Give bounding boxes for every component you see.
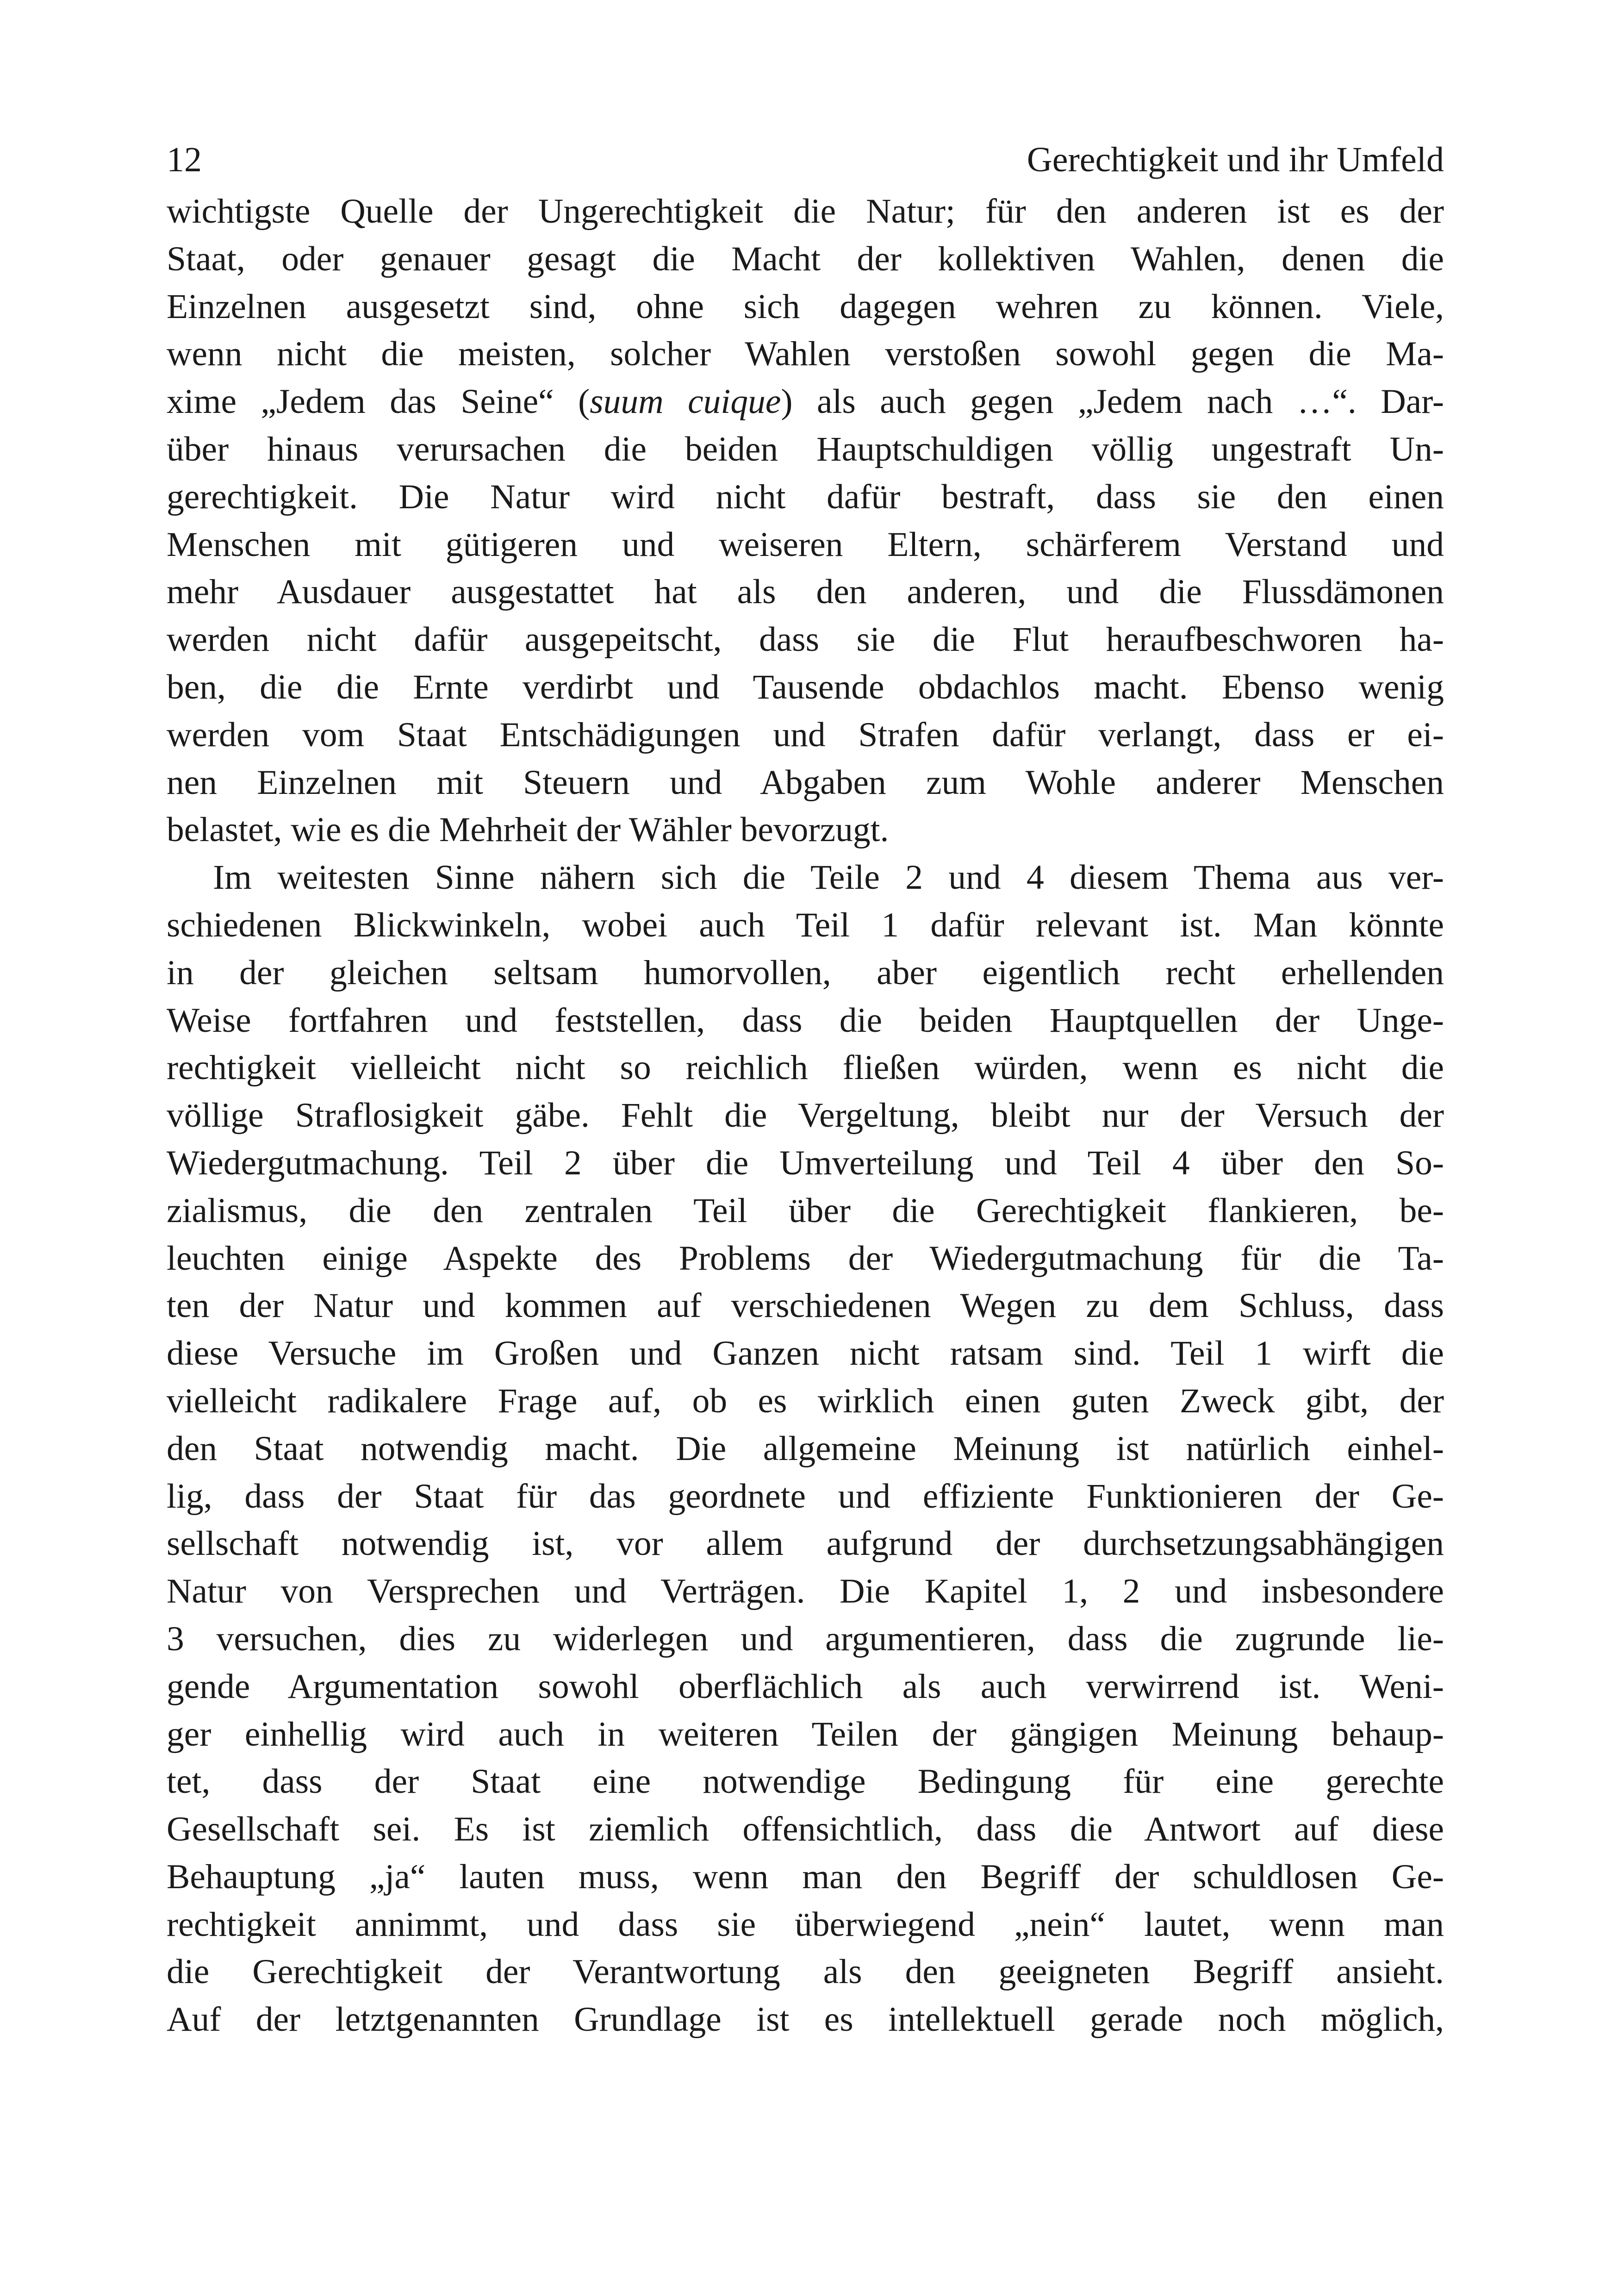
- text-line: lig, dass der Staat für das geordnete und effiziente Funktionieren der Ge-: [167, 1477, 1444, 1516]
- text-line: belastet, wie es die Mehrheit der Wähler bevorzugt.: [167, 811, 889, 849]
- text-line: Im weitesten Sinne nähern sich die Teile 2 und 4 diesem Thema aus ver-: [213, 858, 1444, 897]
- text-line: über hinaus verursachen die beiden Hauptschuldigen völlig ungestraft Un-: [167, 430, 1444, 468]
- text-line: sellschaft notwendig ist, vor allem aufgrund der durchsetzungsabhängigen: [167, 1524, 1444, 1563]
- text-line: Wiedergutmachung. Teil 2 über die Umverteilung und Teil 4 über den So-: [167, 1143, 1444, 1182]
- text-line: diese Versuche im Großen und Ganzen nicht ratsam sind. Teil 1 wirft die: [167, 1334, 1444, 1373]
- body-text: [167, 188, 1444, 2044]
- paragraph-1: [167, 188, 1444, 854]
- text-line: wenn nicht die meisten, solcher Wahlen verstoßen sowohl gegen die Ma-: [167, 335, 1444, 374]
- text-line: Natur von Versprechen und Verträgen. Die Kapitel 1, 2 und insbesondere: [167, 1572, 1444, 1611]
- text-line: gerechtigkeit. Die Natur wird nicht dafür bestraft, dass sie den einen: [167, 477, 1444, 516]
- text-line: gende Argumentation sowohl oberflächlich als auch verwirrend ist. Weni-: [167, 1667, 1444, 1706]
- text-line: werden nicht dafür ausgepeitscht, dass sie die Flut heraufbeschworen ha-: [167, 620, 1444, 659]
- book-page: [167, 134, 1444, 2044]
- text-line: die Gerechtigkeit der Verantwortung als den geeigneten Begriff ansieht.: [167, 1953, 1444, 1991]
- text-line: werden vom Staat Entschädigungen und Strafen dafür verlangt, dass er ei-: [167, 715, 1444, 754]
- text-line: Menschen mit gütigeren und weiseren Eltern, schärferem Verstand und: [167, 525, 1444, 564]
- italic-phrase: suum cuique: [590, 382, 781, 421]
- text-line: mehr Ausdauer ausgestattet hat als den anderen, und die Flussdämonen: [167, 573, 1444, 611]
- text-line: Auf der letztgenannten Grundlage ist es intellektuell gerade noch möglich,: [167, 2000, 1444, 2039]
- text-line: schiedenen Blickwinkeln, wobei auch Teil 1 dafür relevant ist. Man könnte: [167, 905, 1444, 944]
- text-line: in der gleichen seltsam humorvollen, aber eigentlich recht erhellenden: [167, 953, 1444, 992]
- text-line: völlige Straflosigkeit gäbe. Fehlt die Vergeltung, bleibt nur der Versuch der: [167, 1096, 1444, 1135]
- text-line: ger einhellig wird auch in weiteren Teilen der gängigen Meinung behaup-: [167, 1715, 1444, 1753]
- text-line: den Staat notwendig macht. Die allgemeine Meinung ist natürlich einhel-: [167, 1429, 1444, 1468]
- paragraph-2: [167, 854, 1444, 2044]
- text-line: Einzelnen ausgesetzt sind, ohne sich dagegen wehren zu können. Viele,: [167, 287, 1444, 326]
- text-segment: ) als auch gegen „Jedem nach …“. Dar-: [781, 382, 1444, 421]
- text-line: nen Einzelnen mit Steuern und Abgaben zum Wohle anderer Menschen: [167, 763, 1444, 802]
- text-line: ten der Natur und kommen auf verschiedenen Wegen zu dem Schluss, dass: [167, 1286, 1444, 1325]
- text-line: leuchten einige Aspekte des Problems der Wiedergutmachung für die Ta-: [167, 1239, 1444, 1278]
- text-line: ben, die die Ernte verdirbt und Tausende obdachlos macht. Ebenso wenig: [167, 668, 1444, 706]
- text-line: rechtigkeit annimmt, und dass sie überwiegend „nein“ lautet, wenn man: [167, 1905, 1444, 1944]
- text-line: rechtigkeit vielleicht nicht so reichlich fließen würden, wenn es nicht die: [167, 1048, 1444, 1087]
- text-line: [167, 378, 1444, 426]
- text-line: tet, dass der Staat eine notwendige Bedingung für eine gerechte: [167, 1762, 1444, 1801]
- text-line: Gesellschaft sei. Es ist ziemlich offensichtlich, dass die Antwort auf diese: [167, 1810, 1444, 1849]
- running-title: Gerechtigkeit und ihr Umfeld: [1027, 140, 1444, 179]
- text-line: Staat, oder genauer gesagt die Macht der kollektiven Wahlen, denen die: [167, 239, 1444, 278]
- text-line: wichtigste Quelle der Ungerechtigkeit die Natur; für den anderen ist es der: [167, 192, 1444, 231]
- text-segment: xime „Jedem das Seine“ (: [167, 382, 590, 421]
- text-line: Weise fortfahren und feststellen, dass die beiden Hauptquellen der Unge-: [167, 1001, 1444, 1040]
- text-line: zialismus, die den zentralen Teil über die Gerechtigkeit flankieren, be-: [167, 1191, 1444, 1230]
- running-head: [167, 134, 1444, 185]
- text-line: vielleicht radikalere Frage auf, ob es wirklich einen guten Zweck gibt, der: [167, 1381, 1444, 1420]
- page-number: 12: [167, 140, 202, 179]
- text-line: Behauptung „ja“ lauten muss, wenn man den Begriff der schuldlosen Ge-: [167, 1857, 1444, 1896]
- text-line: 3 versuchen, dies zu widerlegen und argumentieren, dass die zugrunde lie-: [167, 1619, 1444, 1658]
